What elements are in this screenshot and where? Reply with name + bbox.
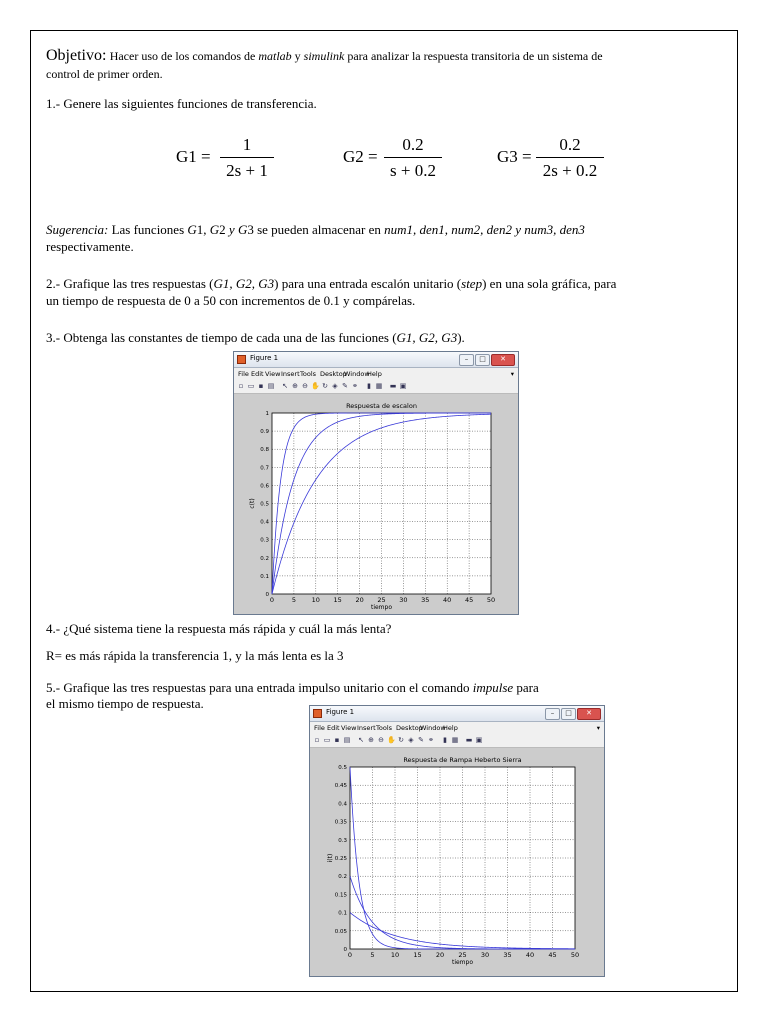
- y-tick-label: 0.3: [338, 837, 347, 844]
- q3-functions: G1, G2, G3: [396, 330, 458, 345]
- open-folder-icon[interactable]: ▭: [247, 382, 255, 390]
- menu-insert[interactable]: Insert: [357, 724, 376, 732]
- objective-label: Objetivo:: [46, 47, 107, 64]
- q3-text: 3.- Obtenga las constantes de tiempo de cada una de las funciones (: [46, 330, 397, 345]
- rotate-icon[interactable]: ↻: [322, 382, 328, 390]
- y-axis-label: c(t): [249, 498, 256, 509]
- hint-label: Sugerencia:: [46, 222, 109, 237]
- objective-line-1: [46, 48, 603, 64]
- objective-text: Hacer uso de los comandos de: [109, 49, 259, 63]
- y-tick-label: 0.3: [260, 537, 269, 544]
- figure-title: Figure 1: [326, 708, 355, 716]
- new-file-icon[interactable]: ▫: [238, 382, 244, 390]
- x-tick-label: 5: [370, 951, 375, 959]
- pointer-icon[interactable]: ↖: [358, 736, 364, 744]
- data-cursor-icon[interactable]: ◈: [408, 736, 414, 744]
- colorbar-icon[interactable]: ▮: [367, 382, 371, 390]
- hide-tools-icon[interactable]: ▬: [465, 736, 473, 744]
- figure-titlebar[interactable]: [310, 706, 604, 722]
- q2-text: ) en una sola gráfica, para: [482, 276, 617, 291]
- hint-g: G: [209, 222, 220, 237]
- y-tick-label: 0.45: [334, 783, 347, 790]
- question-5-line-2: el mismo tiempo de respuesta.: [46, 696, 204, 711]
- menu-file[interactable]: File: [238, 370, 249, 378]
- menu-window[interactable]: Window: [420, 724, 446, 732]
- menu-edit[interactable]: Edit: [327, 724, 340, 732]
- hint-y: y: [228, 222, 235, 237]
- denominator: 2s + 1: [226, 161, 268, 180]
- y-axis-label: i(t): [327, 853, 334, 863]
- equation-label: G2 =: [343, 147, 378, 166]
- y-tick-label: 0.9: [260, 429, 269, 436]
- legend-icon[interactable]: ▦: [451, 736, 459, 744]
- colorbar-icon[interactable]: ▮: [443, 736, 447, 744]
- question-2-line-1: [46, 276, 616, 292]
- menu-tools[interactable]: Tools: [376, 724, 393, 732]
- y-tick-label: 0.35: [334, 819, 347, 826]
- q2-functions: G1, G2, G3: [213, 276, 275, 291]
- hide-tools-icon[interactable]: ▬: [389, 382, 397, 390]
- y-tick-label: 0.4: [338, 801, 347, 808]
- x-axis-label: tiempo: [451, 959, 474, 966]
- x-tick-label: 10: [311, 596, 320, 604]
- impulse-response-chart: [310, 747, 604, 977]
- save-icon[interactable]: ▪: [258, 382, 264, 390]
- link-icon[interactable]: ⚭: [352, 382, 358, 390]
- menu-view[interactable]: View: [265, 370, 281, 378]
- data-cursor-icon[interactable]: ◈: [332, 382, 338, 390]
- zoom-out-icon[interactable]: ⊖: [378, 736, 384, 744]
- x-tick-label: 15: [413, 951, 422, 959]
- x-tick-label: 15: [333, 596, 342, 604]
- zoom-in-icon[interactable]: ⊕: [292, 382, 298, 390]
- hint-text: 2: [219, 222, 229, 237]
- y-tick-label: 0.15: [334, 892, 347, 899]
- figure-title: Figure 1: [250, 354, 279, 362]
- menu-help[interactable]: Help: [443, 724, 458, 732]
- pan-icon[interactable]: ✋: [387, 736, 396, 744]
- x-tick-label: 25: [458, 951, 467, 959]
- objective-and: y: [291, 49, 304, 63]
- y-tick-label: 0.2: [260, 555, 269, 562]
- x-tick-label: 0: [269, 596, 275, 604]
- hint-text: 1,: [196, 222, 210, 237]
- hint-text: Las funciones: [108, 222, 188, 237]
- objective-line-2: control de primer orden.: [46, 67, 163, 81]
- question-2-line-2: un tiempo de respuesta de 0 a 50 con incrementos de 0.1 y compárelas.: [46, 293, 416, 308]
- x-tick-label: 20: [435, 951, 445, 959]
- legend-icon[interactable]: ▦: [375, 382, 383, 390]
- show-tools-icon[interactable]: ▣: [475, 736, 483, 744]
- menu-tools[interactable]: Tools: [300, 370, 317, 378]
- y-tick-label: 0: [343, 947, 347, 953]
- zoom-in-icon[interactable]: ⊕: [368, 736, 374, 744]
- figure-titlebar[interactable]: [234, 352, 518, 368]
- numerator: 0.2: [384, 135, 442, 158]
- hint-g: G: [234, 222, 248, 237]
- print-icon[interactable]: ▤: [343, 736, 351, 744]
- hint-line-2: respectivamente.: [46, 239, 134, 254]
- zoom-out-icon[interactable]: ⊖: [302, 382, 308, 390]
- maximize-button[interactable]: □: [475, 354, 490, 366]
- question-3: [46, 330, 465, 346]
- q3-text: ).: [457, 330, 465, 345]
- maximize-button[interactable]: □: [561, 708, 576, 720]
- print-icon[interactable]: ▤: [267, 382, 275, 390]
- menu-desktop[interactable]: Desktop: [320, 370, 347, 378]
- x-tick-label: 50: [486, 596, 496, 604]
- step-response-chart: [234, 393, 518, 615]
- q5-text: para: [513, 680, 539, 695]
- x-tick-label: 0: [347, 951, 353, 959]
- q2-text: ) para una entrada escalón unitario (: [274, 276, 462, 291]
- answer-text: R= es más rápida la transferencia 1, y la más lenta es la 3: [46, 648, 344, 663]
- y-tick-label: 0.1: [260, 573, 269, 580]
- y-tick-label: 0.5: [338, 765, 347, 771]
- menu-file[interactable]: File: [314, 724, 325, 732]
- close-button[interactable]: ✕: [577, 708, 601, 720]
- pointer-icon[interactable]: ↖: [282, 382, 288, 390]
- denominator: 2s + 0.2: [542, 161, 598, 180]
- step-term: step: [461, 276, 483, 291]
- figure-toolbar: [310, 734, 604, 748]
- figure-window-step: [233, 351, 519, 615]
- denominator: s + 0.2: [390, 161, 436, 180]
- figure-toolbar: [234, 380, 518, 394]
- x-tick-label: 35: [421, 596, 430, 604]
- menu-insert[interactable]: Insert: [281, 370, 300, 378]
- impulse-term: impulse: [472, 680, 514, 695]
- hint-vars: num1, den1, num2, den2 y num3, den3: [384, 222, 585, 237]
- close-button[interactable]: ✕: [491, 354, 515, 366]
- question-5-line-1: [46, 680, 539, 696]
- new-file-icon[interactable]: ▫: [314, 736, 320, 744]
- open-folder-icon[interactable]: ▭: [323, 736, 331, 744]
- y-tick-label: 0.25: [334, 856, 347, 862]
- pan-icon[interactable]: ✋: [311, 382, 320, 390]
- chart-title: Respuesta de Rampa Heberto Sierra: [403, 756, 522, 764]
- numerator: 1: [220, 135, 274, 158]
- menu-view[interactable]: View: [341, 724, 357, 732]
- hint-text: 3 se pueden almacenar en: [247, 222, 385, 237]
- simulink-term: simulink: [303, 49, 345, 63]
- matlab-logo-icon: [237, 355, 246, 364]
- y-tick-label: 0.4: [260, 519, 269, 526]
- x-tick-label: 40: [443, 596, 452, 604]
- menu-desktop[interactable]: Desktop: [396, 724, 423, 732]
- equation-label: G3 =: [497, 147, 532, 166]
- x-tick-label: 5: [291, 596, 296, 604]
- menu-edit[interactable]: Edit: [251, 370, 264, 378]
- x-tick-label: 10: [390, 951, 400, 959]
- menu-dock-arrow-icon[interactable]: ▾: [596, 724, 600, 732]
- figure-window-impulse: [309, 705, 605, 977]
- x-tick-label: 20: [355, 596, 364, 604]
- question-1: 1.- Genere las siguientes funciones de transferencia.: [46, 96, 317, 111]
- x-axis-label: tiempo: [370, 604, 393, 611]
- minimize-button[interactable]: –: [459, 354, 474, 366]
- y-tick-label: 0.7: [260, 465, 269, 472]
- matlab-logo-icon: [313, 709, 322, 718]
- fraction: [536, 135, 604, 181]
- brush-icon[interactable]: ✎: [418, 736, 424, 744]
- equation-label: G1 =: [176, 147, 211, 166]
- brush-icon[interactable]: ✎: [342, 382, 348, 390]
- x-tick-label: 50: [570, 951, 580, 959]
- x-tick-label: 45: [548, 951, 557, 959]
- minimize-button[interactable]: –: [545, 708, 560, 720]
- hint-line-1: [46, 222, 585, 238]
- y-tick-label: 1: [265, 411, 269, 417]
- fraction: [384, 135, 442, 181]
- y-tick-label: 0.05: [334, 928, 347, 935]
- x-tick-label: 45: [464, 596, 474, 604]
- x-tick-label: 30: [480, 951, 490, 959]
- fraction: [220, 135, 274, 181]
- rotate-icon[interactable]: ↻: [398, 736, 404, 744]
- y-tick-label: 0.6: [260, 483, 269, 490]
- objective-text-2: para analizar la respuesta transitoria de un sistema de: [344, 49, 603, 63]
- show-tools-icon[interactable]: ▣: [399, 382, 407, 390]
- y-tick-label: 0.1: [338, 910, 347, 917]
- y-tick-label: 0: [265, 592, 269, 598]
- question-4: 4.- ¿Qué sistema tiene la respuesta más rápida y cuál la más lenta?: [46, 621, 392, 636]
- matlab-term: matlab: [258, 49, 292, 63]
- y-tick-label: 0.8: [260, 447, 269, 454]
- x-tick-label: 30: [399, 596, 408, 604]
- menu-help[interactable]: Help: [367, 370, 382, 378]
- numerator: 0.2: [536, 135, 604, 158]
- menu-window[interactable]: Window: [344, 370, 370, 378]
- q5-text: 5.- Grafique las tres respuestas para una entrada impulso unitario con el comando: [46, 680, 473, 695]
- x-tick-label: 25: [377, 596, 386, 604]
- x-tick-label: 40: [525, 951, 535, 959]
- link-icon[interactable]: ⚭: [428, 736, 434, 744]
- save-icon[interactable]: ▪: [334, 736, 340, 744]
- y-tick-label: 0.5: [260, 501, 269, 508]
- chart-title: Respuesta de escalon: [346, 402, 417, 410]
- menu-dock-arrow-icon[interactable]: ▾: [510, 370, 514, 378]
- figure-menubar: [310, 722, 604, 734]
- q2-text: 2.- Grafique las tres respuestas (: [46, 276, 214, 291]
- figure-menubar: [234, 368, 518, 380]
- hint-g: G: [187, 222, 197, 237]
- y-tick-label: 0.2: [338, 874, 347, 881]
- x-tick-label: 35: [503, 951, 512, 959]
